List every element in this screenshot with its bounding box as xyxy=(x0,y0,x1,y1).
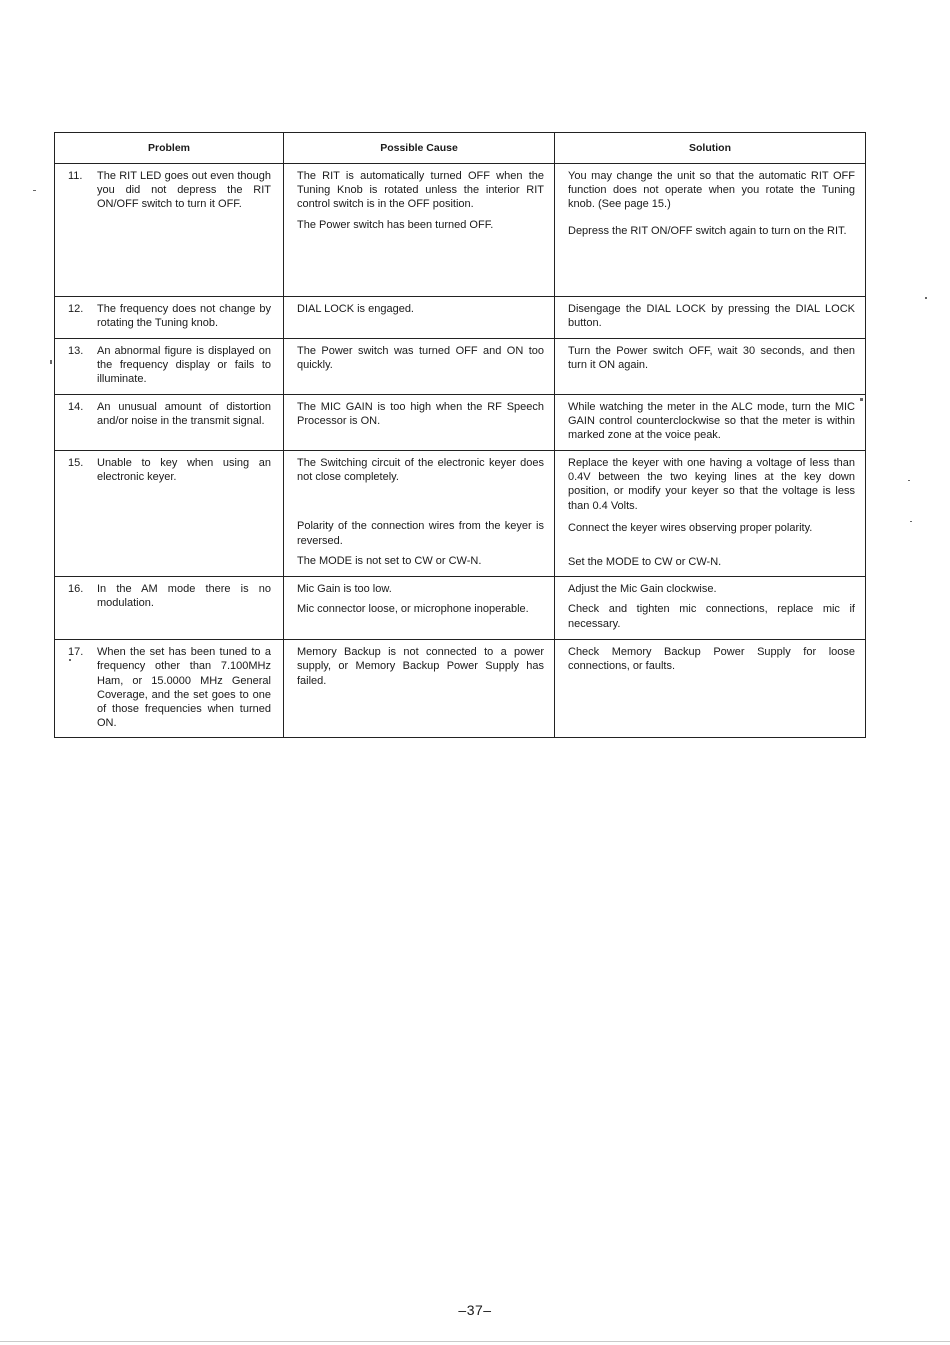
problem-number: 12. xyxy=(68,303,84,315)
problem-text: An unusual amount of distortion and/or noise in the transmit signal. xyxy=(97,401,271,428)
table-header-row xyxy=(55,133,866,164)
cause-cell xyxy=(284,451,555,577)
scan-speck xyxy=(0,1341,950,1342)
solution-text: While watching the meter in the ALC mode, turn the MIC GAIN control counterclockwise so that the meter is within marked zone at the voice peak. xyxy=(568,401,855,442)
cause-text: Polarity of the connection wires from the keyer is reversed. xyxy=(297,520,544,547)
solution-text: Connect the keyer wires observing proper polarity. xyxy=(568,521,813,534)
table-row xyxy=(55,640,866,738)
problem-number: 15. xyxy=(68,457,84,469)
cause-cell xyxy=(284,395,555,451)
cause-cell xyxy=(284,297,555,339)
problem-text: The RIT LED goes out even though you did not depress the RIT ON/OFF switch to turn it OFF. xyxy=(97,170,271,211)
problem-text: An abnormal figure is displayed on the frequency display or fails to illuminate. xyxy=(97,345,271,386)
problem-number: 16. xyxy=(68,583,84,596)
solution-cell xyxy=(555,395,866,451)
scan-speck xyxy=(908,480,910,481)
scan-speck xyxy=(910,521,912,522)
scan-speck xyxy=(69,659,71,661)
cause-cell xyxy=(284,339,555,395)
problem-cell xyxy=(55,451,284,577)
cause-text: Mic connector loose, or microphone inoperable. xyxy=(297,603,529,616)
table-row xyxy=(55,164,866,297)
solution-text: Set the MODE to CW or CW-N. xyxy=(568,556,722,569)
scan-speck xyxy=(860,398,863,401)
cause-text: DIAL LOCK is engaged. xyxy=(297,303,414,315)
header-problem: Problem xyxy=(55,133,284,164)
solution-text: Adjust the Mic Gain clockwise. xyxy=(568,583,717,596)
table-row xyxy=(55,297,866,339)
cause-cell xyxy=(284,640,555,738)
cause-cell xyxy=(284,577,555,640)
page-number: –37– xyxy=(458,1302,492,1318)
problem-text: The frequency does not change by rotating the Tuning knob. xyxy=(97,303,271,330)
cause-text: The Switching circuit of the electronic keyer does not close completely. xyxy=(297,457,544,484)
table-row xyxy=(55,577,866,640)
solution-text: Depress the RIT ON/OFF switch again to turn on the RIT. xyxy=(568,224,847,237)
scan-speck xyxy=(50,360,52,364)
solution-text: You may change the unit so that the automatic RIT OFF function does not operate when you rotate the Tuning knob. (See page 15.) xyxy=(568,170,855,211)
problem-number: 11. xyxy=(68,170,83,182)
problem-text: When the set has been tuned to a frequency other than 7.100MHz Ham, or 15.0000 MHz General Coverage, and the set goes to one of those frequencies when turned ON. xyxy=(97,646,271,730)
solution-text: Replace the keyer with one having a voltage of less than 0.4V between the two keying lines at the key down position, or modify your keyer so that the voltage is less than 0.4 Volts. xyxy=(568,457,855,512)
cause-text: The Power switch has been turned OFF. xyxy=(297,218,494,231)
cause-text: Mic Gain is too low. xyxy=(297,583,392,596)
header-solution: Solution xyxy=(555,133,866,164)
troubleshooting-table xyxy=(54,132,866,738)
problem-cell xyxy=(55,395,284,451)
problem-cell xyxy=(55,339,284,395)
cause-text: Memory Backup is not connected to a power supply, or Memory Backup Power Supply has failed. xyxy=(297,646,544,687)
problem-text: Unable to key when using an electronic keyer. xyxy=(97,457,271,484)
cause-text: The MIC GAIN is too high when the RF Speech Processor is ON. xyxy=(297,401,544,428)
solution-text: Disengage the DIAL LOCK by pressing the DIAL LOCK button. xyxy=(568,303,855,330)
table-row xyxy=(55,339,866,395)
problem-cell xyxy=(55,164,284,297)
problem-number: 17. xyxy=(68,646,84,659)
problem-cell xyxy=(55,577,284,640)
solution-cell xyxy=(555,164,866,297)
solution-cell xyxy=(555,297,866,339)
solution-cell xyxy=(555,640,866,738)
solution-cell xyxy=(555,577,866,640)
scan-speck xyxy=(925,297,927,299)
table-row xyxy=(55,451,866,577)
cause-cell xyxy=(284,164,555,297)
solution-text: Check Memory Backup Power Supply for loose connections, or faults. xyxy=(568,646,855,673)
scan-speck xyxy=(33,190,36,191)
table-row xyxy=(55,395,866,451)
solution-cell xyxy=(555,451,866,577)
solution-cell xyxy=(555,339,866,395)
cause-text: The RIT is automatically turned OFF when the Tuning Knob is rotated unless the interior RIT control switch is in the OFF position. xyxy=(297,170,544,211)
problem-number: 14. xyxy=(68,401,84,413)
cause-text: The MODE is not set to CW or CW-N. xyxy=(297,554,482,567)
header-possible-cause: Possible Cause xyxy=(284,133,555,164)
problem-text: In the AM mode there is no modulation. xyxy=(97,583,271,610)
problem-number: 13. xyxy=(68,345,84,357)
cause-text: The Power switch was turned OFF and ON too quickly. xyxy=(297,345,544,372)
problem-cell xyxy=(55,640,284,738)
problem-cell xyxy=(55,297,284,339)
solution-text: Turn the Power switch OFF, wait 30 seconds, and then turn it ON again. xyxy=(568,345,855,372)
solution-text: Check and tighten mic connections, replace mic if necessary. xyxy=(568,603,855,630)
